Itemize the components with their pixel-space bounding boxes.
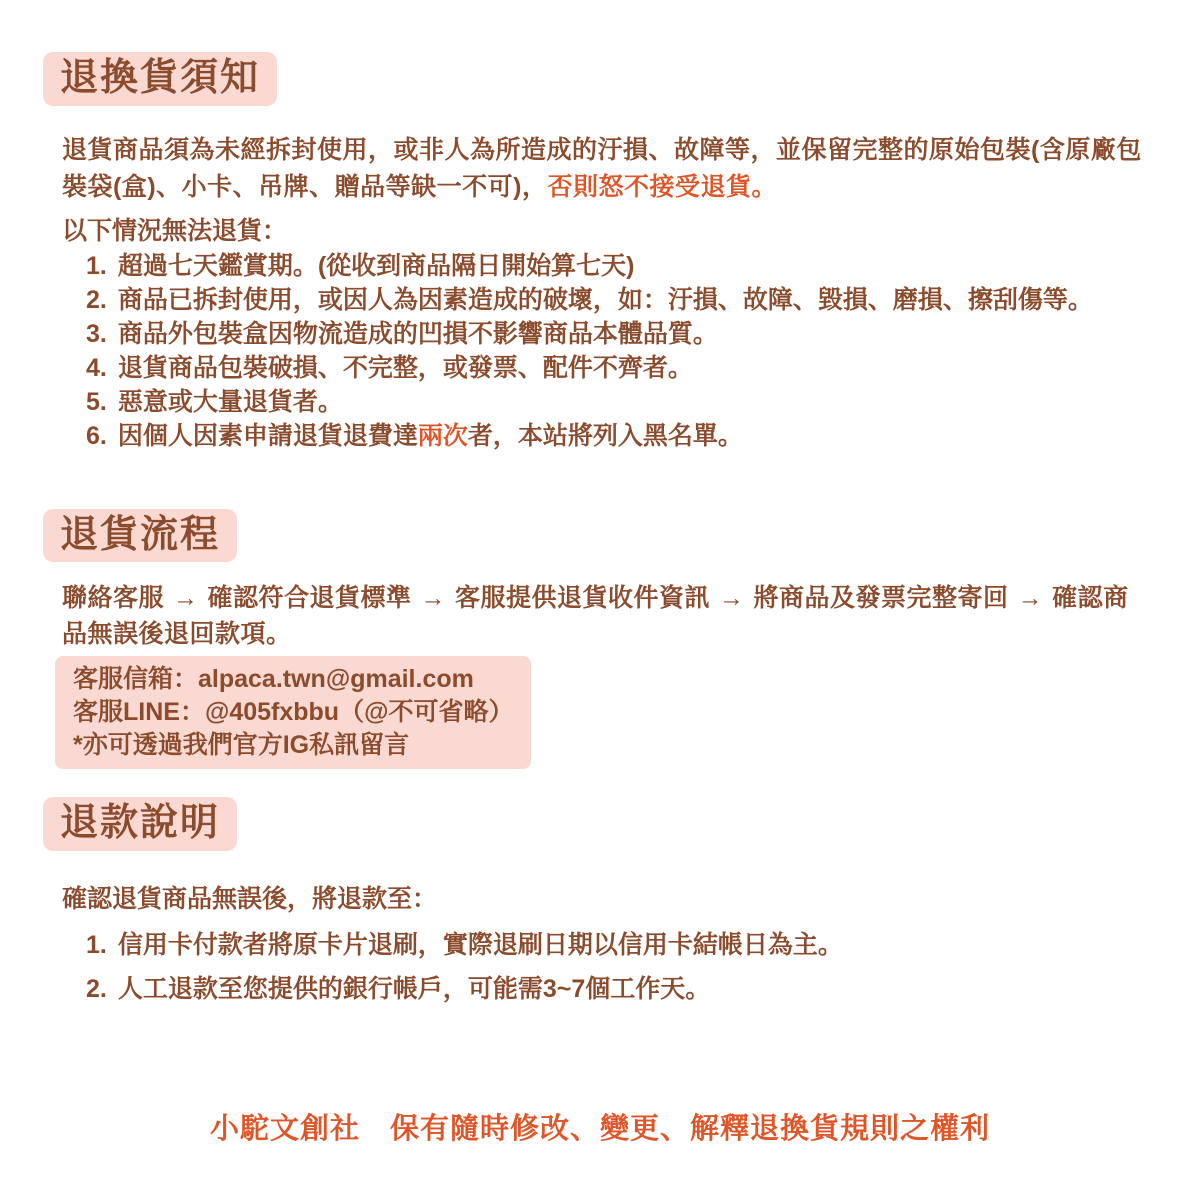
section-return-notice bbox=[0, 0, 1200, 453]
flow-arrow-icon: → bbox=[1017, 584, 1044, 613]
rule-item-4: 退貨商品包裝破損、不完整，或發票、配件不齊者。 bbox=[117, 353, 693, 382]
contact-ig-line: *亦可透過我們官方IG私訊留言 bbox=[73, 731, 410, 760]
section-heading-wrap bbox=[43, 797, 1200, 851]
notice-list-title: 以下情況無法退貨： bbox=[62, 216, 288, 245]
notice-rules-list bbox=[62, 249, 1142, 453]
flow-step-2: 確認符合退貨標準 bbox=[207, 584, 412, 613]
refund-intro: 確認退貨商品無誤後，將退款至： bbox=[62, 885, 438, 914]
rule-item-6-post: 者，本站將列入黑名單。 bbox=[467, 421, 743, 450]
flow-arrow-icon: → bbox=[420, 584, 447, 613]
rule-item-6-pre: 因個人因素申請退貨退費達 bbox=[117, 421, 418, 450]
flow-arrow-icon: → bbox=[173, 584, 199, 613]
refund-list bbox=[62, 923, 1142, 1011]
footer-disclaimer: 小駝文創社 保有隨時修改、變更、解釋退換貨規則之權利 bbox=[209, 1113, 990, 1145]
refund-item-1: 信用卡付款者將原卡片退刷，實際退刷日期以信用卡結帳日為主。 bbox=[117, 931, 843, 960]
rule-item-6 bbox=[86, 419, 1142, 453]
rule-item-1: 超過七天鑑賞期。(從收到商品隔日開始算七天) bbox=[117, 251, 635, 280]
refund-item-2: 人工退款至您提供的銀行帳戶，可能需3~7個工作天。 bbox=[117, 975, 711, 1004]
rule-item-5: 惡意或大量退貨者。 bbox=[117, 387, 343, 416]
flow-step-1: 聯絡客服 bbox=[62, 584, 165, 613]
section-heading-wrap bbox=[43, 509, 1200, 563]
rule-item-3: 商品外包裝盒因物流造成的凹損不影響商品本體品質。 bbox=[117, 319, 718, 348]
section-heading-wrap bbox=[43, 52, 1200, 106]
contact-line-line: 客服LINE：@405fxbbu（@不可省略） bbox=[73, 698, 514, 727]
flow-arrow-icon: → bbox=[719, 584, 745, 613]
flow-step-3: 客服提供退貨收件資訊 bbox=[455, 584, 711, 613]
section-return-process bbox=[0, 509, 1200, 770]
section-heading-return-process: 退貨流程 bbox=[43, 509, 237, 563]
contact-email-line: 客服信箱：alpaca.twn@gmail.com bbox=[73, 665, 474, 694]
contact-info-box bbox=[55, 656, 531, 769]
rule-item-2: 商品已拆封使用，或因人為因素造成的破壞，如：汙損、故障、毀損、磨損、擦刮傷等。 bbox=[117, 285, 1093, 314]
section-heading-return-notice: 退換貨須知 bbox=[43, 52, 277, 106]
flow-step-4: 將商品及發票完整寄回 bbox=[753, 584, 1009, 613]
section-heading-refund-info: 退款說明 bbox=[43, 797, 237, 851]
notice-intro-text: 退貨商品須為未經拆封使用，或非人為所造成的汙損、故障等，並保留完整的原始包裝(含原廠包裝袋(盒)、小卡、吊牌、贈品等缺一不可)， bbox=[62, 135, 1142, 201]
rule-item-6-highlight: 兩次 bbox=[417, 421, 468, 450]
process-flow bbox=[62, 580, 1142, 652]
section-refund-info bbox=[0, 797, 1200, 1011]
flow-step-5: 確認商品無誤後退回款項。 bbox=[62, 584, 1129, 649]
notice-intro bbox=[62, 132, 1142, 206]
notice-intro-highlight: 否則怒不接受退貨。 bbox=[547, 172, 777, 201]
